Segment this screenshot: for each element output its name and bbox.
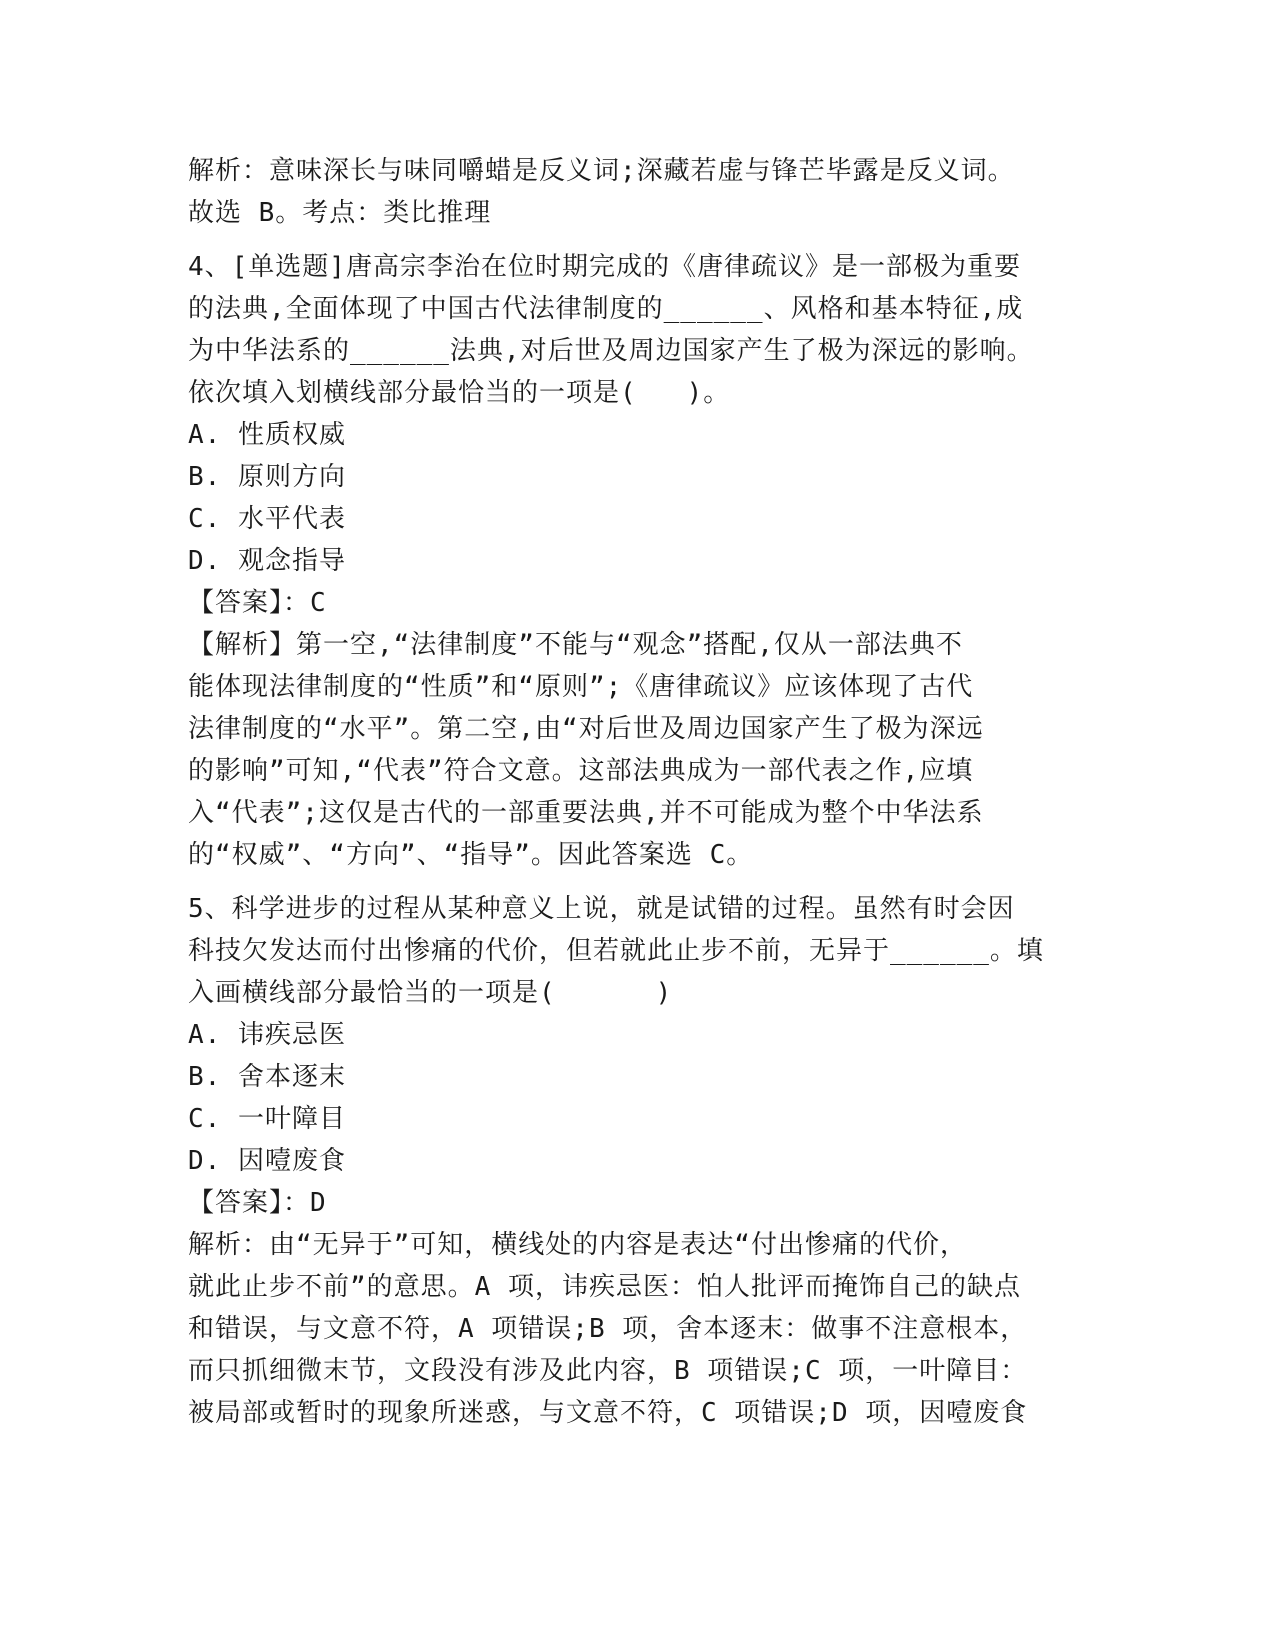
question-text-line: 4、[单选题]唐高宗李治在位时期完成的《唐律疏议》是一部极为重要 (188, 252, 1021, 282)
document-page (188, 150, 1088, 1446)
analysis-line: 解析：意味深长与味同嚼蜡是反义词;深藏若虚与锋芒毕露是反义词。 (188, 156, 1015, 186)
question-text-line: 依次填入划横线部分最恰当的一项是( )。 (188, 378, 731, 408)
option-a: A. 性质权威 (188, 420, 346, 450)
question-4 (188, 246, 1088, 876)
analysis-line: 就此止步不前”的意思。A 项，讳疾忌医：怕人批评而掩饰自己的缺点 (188, 1272, 1021, 1302)
analysis-line: 入“代表”;这仅是古代的一部重要法典,并不可能成为整个中华法系 (188, 798, 984, 828)
option-c: C. 水平代表 (188, 504, 346, 534)
option-d: D. 因噎废食 (188, 1146, 346, 1176)
analysis-line: 的“权威”、“方向”、“指导”。因此答案选 C。 (188, 840, 754, 870)
analysis-line: 【解析】第一空,“法律制度”不能与“观念”搭配,仅从一部法典不 (188, 630, 963, 660)
answer: 【答案】：D (188, 1188, 327, 1218)
q3-analysis (188, 150, 1088, 234)
answer: 【答案】：C (188, 588, 327, 618)
question-text-line: 科技欠发达而付出惨痛的代价，但若就此止步不前，无异于______。填 (188, 936, 1044, 966)
question-text-line: 的法典,全面体现了中国古代法律制度的______、风格和基本特征,成 (188, 294, 1024, 324)
option-a: A. 讳疾忌医 (188, 1020, 346, 1050)
question-text-line: 5、科学进步的过程从某种意义上说，就是试错的过程。虽然有时会因 (188, 894, 1015, 924)
analysis-line: 故选 B。考点：类比推理 (188, 198, 492, 228)
question-text-line: 为中华法系的______法典,对后世及周边国家产生了极为深远的影响。 (188, 336, 1034, 366)
option-b: B. 舍本逐末 (188, 1062, 346, 1092)
option-d: D. 观念指导 (188, 546, 346, 576)
question-5 (188, 888, 1088, 1434)
analysis-line: 解析：由“无异于”可知，横线处的内容是表达“付出惨痛的代价， (188, 1230, 967, 1260)
analysis-line: 被局部或暂时的现象所迷惑，与文意不符，C 项错误;D 项，因噎废食 (188, 1398, 1028, 1428)
question-text-line: 入画横线部分最恰当的一项是( ) (188, 978, 673, 1008)
analysis-line: 法律制度的“水平”。第二空,由“对后世及周边国家产生了极为深远 (188, 714, 984, 744)
analysis-line: 的影响”可知,“代表”符合文意。这部法典成为一部代表之作,应填 (188, 756, 974, 786)
option-b: B. 原则方向 (188, 462, 346, 492)
analysis-line: 而只抓细微末节，文段没有涉及此内容，B 项错误;C 项，一叶障目： (188, 1356, 1028, 1386)
option-c: C. 一叶障目 (188, 1104, 346, 1134)
analysis-line: 和错误，与文意不符，A 项错误;B 项，舍本逐末：做事不注意根本， (188, 1314, 1028, 1344)
analysis-line: 能体现法律制度的“性质”和“原则”;《唐律疏议》应该体现了古代 (188, 672, 974, 702)
